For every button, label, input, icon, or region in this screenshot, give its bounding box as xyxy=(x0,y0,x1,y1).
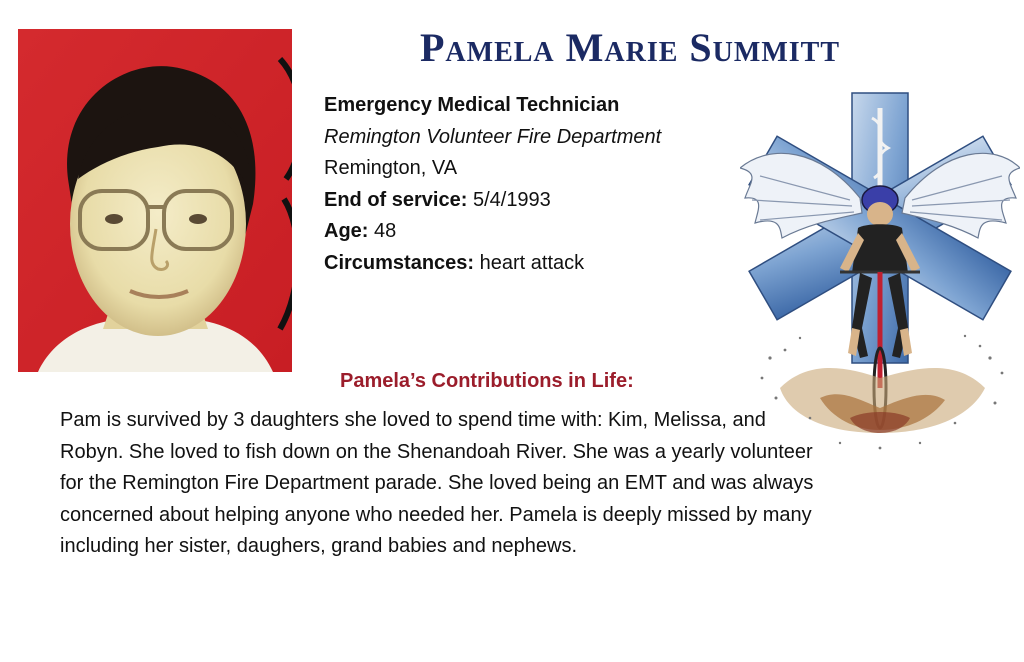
contributions-line: Pam is survived by 3 daughters she loved to spend time with: Kim, Melissa, and xyxy=(60,409,766,431)
age-row xyxy=(324,216,661,248)
end-of-service-row xyxy=(324,185,661,217)
info-block xyxy=(324,90,661,279)
contributions-line: concerned about helping anyone who needed her. Pamela is deeply missed by many xyxy=(60,503,812,526)
age-value: 48 xyxy=(374,220,397,242)
circumstances-label: Circumstances: xyxy=(324,251,475,274)
contributions-text xyxy=(60,405,960,563)
contributions-line: Robyn. She loved to fish down on the Shenandoah River. She was a yearly volunteer xyxy=(60,440,813,463)
contributions-heading: Pamela’s Contributions in Life: xyxy=(340,370,634,392)
location-text: Remington, VA xyxy=(324,157,458,179)
department-text: Remington Volunteer Fire Department xyxy=(324,125,662,148)
end-of-service-value: 5/4/1993 xyxy=(472,188,551,211)
circumstances-value: heart attack xyxy=(479,251,585,274)
contributions-line: for the Remington Fire Department parade. She loved being an EMT and was always xyxy=(60,472,814,494)
page-title: Pamela Marie Summitt xyxy=(420,25,840,70)
circumstances-row xyxy=(324,248,661,280)
portrait-photo xyxy=(18,29,292,372)
role-text: Emergency Medical Technician xyxy=(324,94,620,116)
ems-star-of-life-cyclist-angel-illustration xyxy=(740,88,1020,458)
contributions-line: including her sister, daughers, grand babies and nephews. xyxy=(60,535,578,557)
age-label: Age: xyxy=(324,220,369,242)
end-of-service-label: End of service: xyxy=(324,188,468,211)
